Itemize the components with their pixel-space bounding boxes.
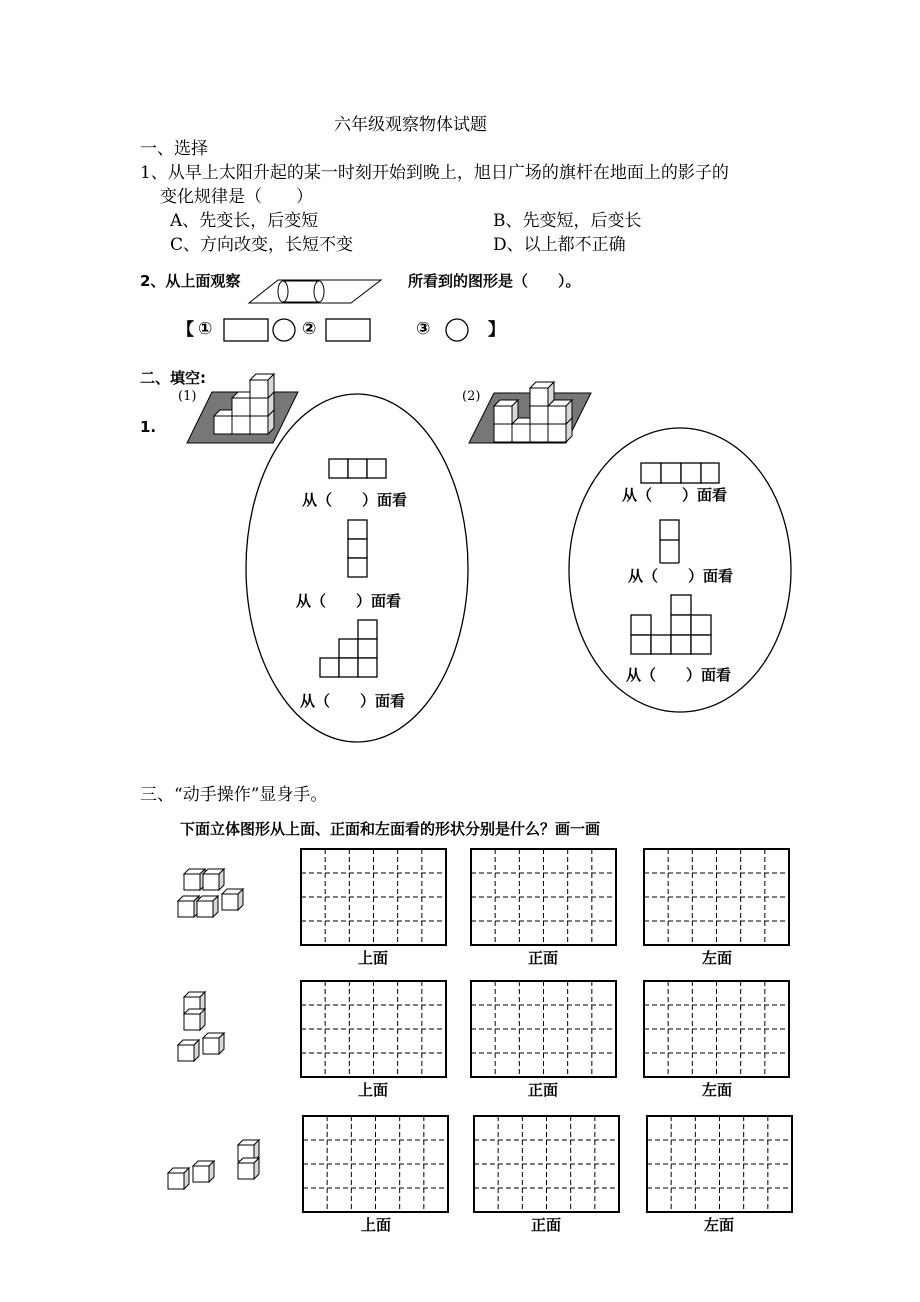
view-shape-1a bbox=[329, 459, 386, 478]
figure2-label: (2) bbox=[462, 389, 481, 404]
drawing-grid-1-top[interactable] bbox=[301, 849, 446, 945]
section2-heading: 二、填空: bbox=[140, 369, 206, 387]
solid-figure-3a bbox=[168, 1161, 214, 1189]
q1-option-a: A、先变长，后变短 bbox=[170, 211, 319, 231]
drawing-grid-1-front[interactable] bbox=[471, 849, 616, 945]
q2-close-bracket: 】 bbox=[488, 320, 505, 340]
cube-stack-figure-2 bbox=[469, 382, 591, 443]
view-shape-1c bbox=[320, 620, 377, 677]
view-shape-2b bbox=[660, 520, 679, 563]
grid-label-3-top: 上面 bbox=[361, 1216, 392, 1234]
view-label-2c: 从（ ）面看 bbox=[626, 666, 732, 684]
q1-option-b: B、先变短，后变长 bbox=[493, 211, 642, 231]
view-label-1a: 从（ ）面看 bbox=[302, 491, 408, 509]
view-shape-1b bbox=[348, 520, 367, 577]
drawing-grid-3-top[interactable] bbox=[303, 1116, 448, 1212]
section2-number: 1. bbox=[140, 418, 157, 436]
cylinder-on-plane-figure bbox=[249, 280, 381, 303]
view-label-1b: 从（ ）面看 bbox=[296, 592, 402, 610]
grid-label-3-left: 左面 bbox=[704, 1216, 735, 1234]
option3-circle bbox=[446, 319, 468, 341]
drawing-grid-3-left[interactable] bbox=[647, 1116, 792, 1212]
section3-heading: 三、“动手操作”显身手。 bbox=[140, 785, 328, 805]
cube-stack-figure-1 bbox=[187, 374, 298, 443]
q2-marker-2: ② bbox=[302, 319, 317, 339]
solid-figure-2 bbox=[178, 992, 224, 1061]
grid-label-1-left: 左面 bbox=[702, 949, 733, 967]
q1-option-d: D、以上都不正确 bbox=[493, 235, 626, 255]
section3-instruction: 下面立体图形从上面、正面和左面看的形状分别是什么？画一画 bbox=[180, 820, 601, 838]
drawing-grid-2-left[interactable] bbox=[644, 981, 789, 1077]
view-label-1c: 从（ ）面看 bbox=[300, 692, 406, 710]
q2-suffix: 所看到的图形是（ ）。 bbox=[408, 272, 581, 290]
q2-marker-3: ③ bbox=[416, 319, 431, 339]
option2-rectangle bbox=[326, 319, 370, 341]
grid-label-2-front: 正面 bbox=[528, 1081, 559, 1099]
drawing-grid-1-left[interactable] bbox=[644, 849, 789, 945]
view-shape-2c bbox=[631, 595, 711, 654]
grid-label-3-front: 正面 bbox=[531, 1216, 562, 1234]
grid-label-2-top: 上面 bbox=[358, 1081, 389, 1099]
grid-label-2-left: 左面 bbox=[702, 1081, 733, 1099]
option1-rectangle bbox=[224, 319, 268, 341]
drawing-grid-2-top[interactable] bbox=[301, 981, 446, 1077]
q2-open-bracket: 【 bbox=[177, 320, 194, 340]
solid-figure-1 bbox=[178, 869, 243, 917]
q2-prefix: 2、从上面观察 bbox=[140, 272, 241, 290]
section1-heading: 一、选择 bbox=[140, 139, 208, 159]
option1-circle bbox=[273, 319, 295, 341]
view-shape-2a bbox=[641, 463, 719, 483]
solid-figure-3b bbox=[238, 1140, 259, 1179]
view-label-2a: 从（ ）面看 bbox=[622, 486, 728, 504]
view-label-2b: 从（ ）面看 bbox=[628, 567, 734, 585]
q1-line1: 1、从早上太阳升起的某一时刻开始到晚上，旭日广场的旗杆在地面上的影子的 bbox=[140, 163, 729, 183]
drawing-grid-3-front[interactable] bbox=[474, 1116, 619, 1212]
grid-label-1-front: 正面 bbox=[528, 949, 559, 967]
grid-label-1-top: 上面 bbox=[358, 949, 389, 967]
q2-marker-1: ① bbox=[198, 319, 213, 339]
q1-line2: 变化规律是（ ） bbox=[160, 187, 313, 207]
q1-option-c: C、方向改变，长短不变 bbox=[170, 235, 354, 255]
drawing-grid-2-front[interactable] bbox=[471, 981, 616, 1077]
page-title: 六年级观察物体试题 bbox=[334, 115, 487, 135]
figure1-label: (1) bbox=[178, 389, 197, 404]
